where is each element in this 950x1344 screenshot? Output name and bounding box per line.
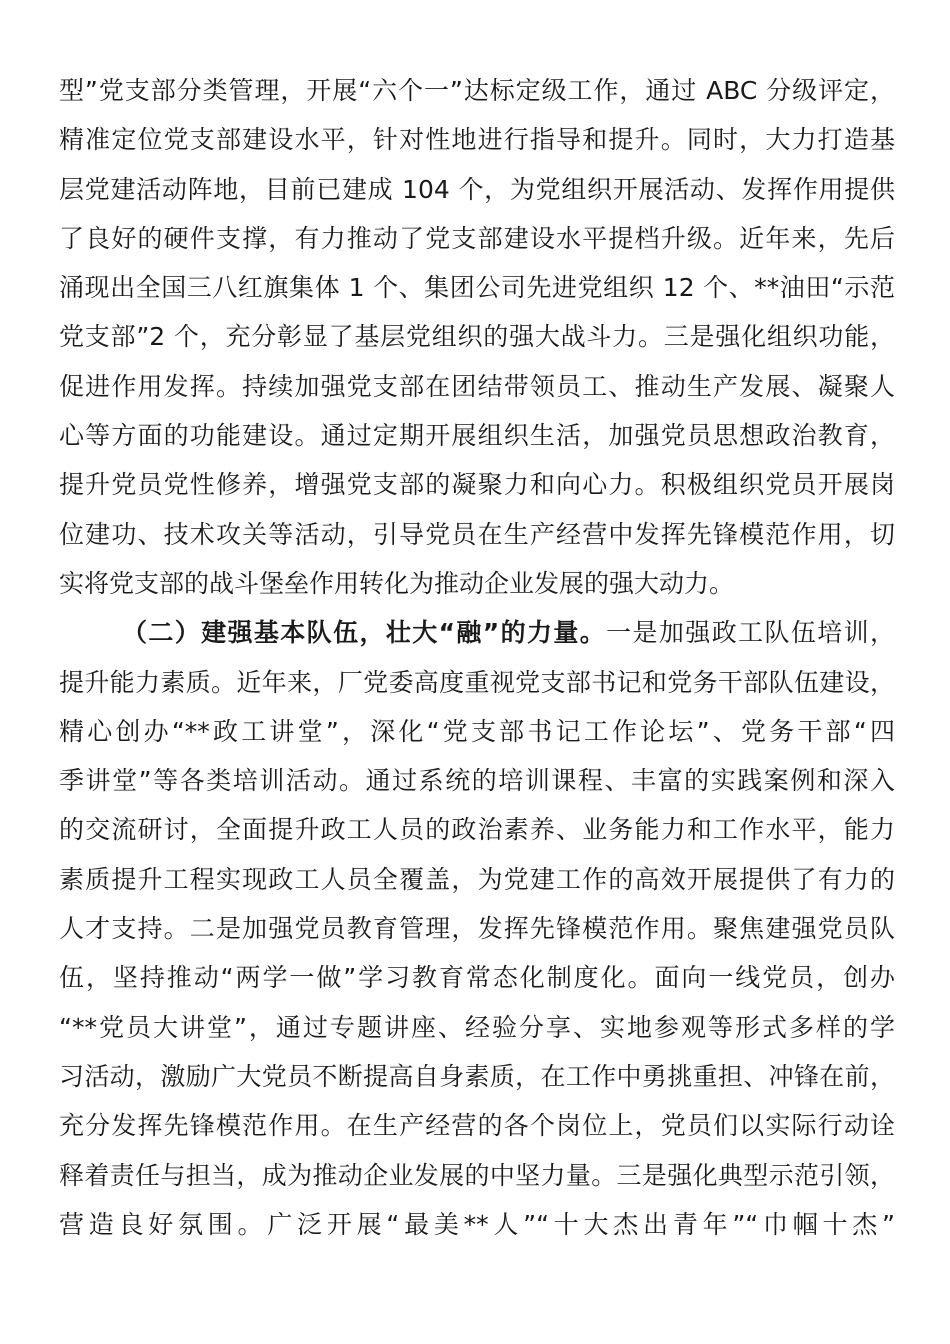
paragraph-line: 素质提升工程实现政工人员全覆盖，为党建工作的高效开展提供了有力的 xyxy=(59,864,895,894)
paragraph-line: 精心创办“**政工讲堂”，深化“党支部书记工作论坛”、党务干部“四 xyxy=(59,716,895,746)
paragraph-line: 人才支持。二是加强党员教育管理，发挥先锋模范作用。聚焦建强党员队 xyxy=(59,914,895,944)
paragraph-line: 党支部”2 个，充分彰显了基层党组织的强大战斗力。三是强化组织功能， xyxy=(59,322,895,352)
paragraph-line: 提升能力素质。近年来，厂党委高度重视党支部书记和党务干部队伍建设， xyxy=(59,667,895,697)
paragraph-line: 了良好的硬件支撑，有力推动了党支部建设水平提档升级。近年来，先后 xyxy=(59,223,895,253)
section-2-first-line-text: 一是加强政工队伍培训， xyxy=(606,618,895,648)
paragraph-line: 精准定位党支部建设水平，针对性地进行指导和提升。同时，大力打造基 xyxy=(59,125,895,155)
paragraph-line: 促进作用发挥。持续加强党支部在团结带领员工、推动生产发展、凝聚人 xyxy=(59,371,895,401)
paragraph-line: 涌现出全国三八红旗集体 1 个、集团公司先进党组织 12 个、**油田“示范 xyxy=(59,273,895,303)
paragraph-line: 季讲堂”等各类培训活动。通过系统的培训课程、丰富的实践案例和深入 xyxy=(59,766,895,796)
paragraph-line: 的交流研讨，全面提升政工人员的政治素养、业务能力和工作水平，能力 xyxy=(59,815,895,845)
paragraph-line: 伍，坚持推动“两学一做”学习教育常态化制度化。面向一线党员，创办 xyxy=(59,963,895,993)
paragraph-line: 充分发挥先锋模范作用。在生产经营的各个岗位上，党员们以实际行动诠 xyxy=(59,1111,895,1141)
paragraph-line: “**党员大讲堂”，通过专题讲座、经验分享、实地参观等形式多样的学 xyxy=(59,1012,895,1042)
paragraph-line: 心等方面的功能建设。通过定期开展组织生活，加强党员思想政治教育， xyxy=(59,421,895,451)
section-heading-line xyxy=(59,608,895,657)
paragraph-line: 习活动，激励广大党员不断提高自身素质，在工作中勇挑重担、冲锋在前， xyxy=(59,1061,895,1091)
paragraph-line: 位建功、技术攻关等活动，引导党员在生产经营中发挥先锋模范作用，切 xyxy=(59,519,895,549)
paragraph-line: 释着责任与担当，成为推动企业发展的中坚力量。三是强化典型示范引领， xyxy=(59,1160,895,1190)
paragraph-line: 提升党员党性修养，增强党支部的凝聚力和向心力。积极组织党员开展岗 xyxy=(59,470,895,500)
paragraph-line: 营造良好氛围。广泛开展“最美**人”“十大杰出青年”“巾帼十杰” xyxy=(59,1209,895,1239)
paragraph-line: 型”党支部分类管理，开展“六个一”达标定级工作，通过 ABC 分级评定， xyxy=(59,76,895,105)
section-2-heading: （二）建强基本队伍，壮大“融”的力量。 xyxy=(122,618,607,648)
document-body xyxy=(59,66,895,1249)
paragraph-line: 层党建活动阵地，目前已建成 104 个，为党组织开展活动、发挥作用提供 xyxy=(59,174,895,204)
paragraph-last-line: 实将党支部的战斗堡垒作用转化为推动企业发展的强大动力。 xyxy=(59,568,735,598)
